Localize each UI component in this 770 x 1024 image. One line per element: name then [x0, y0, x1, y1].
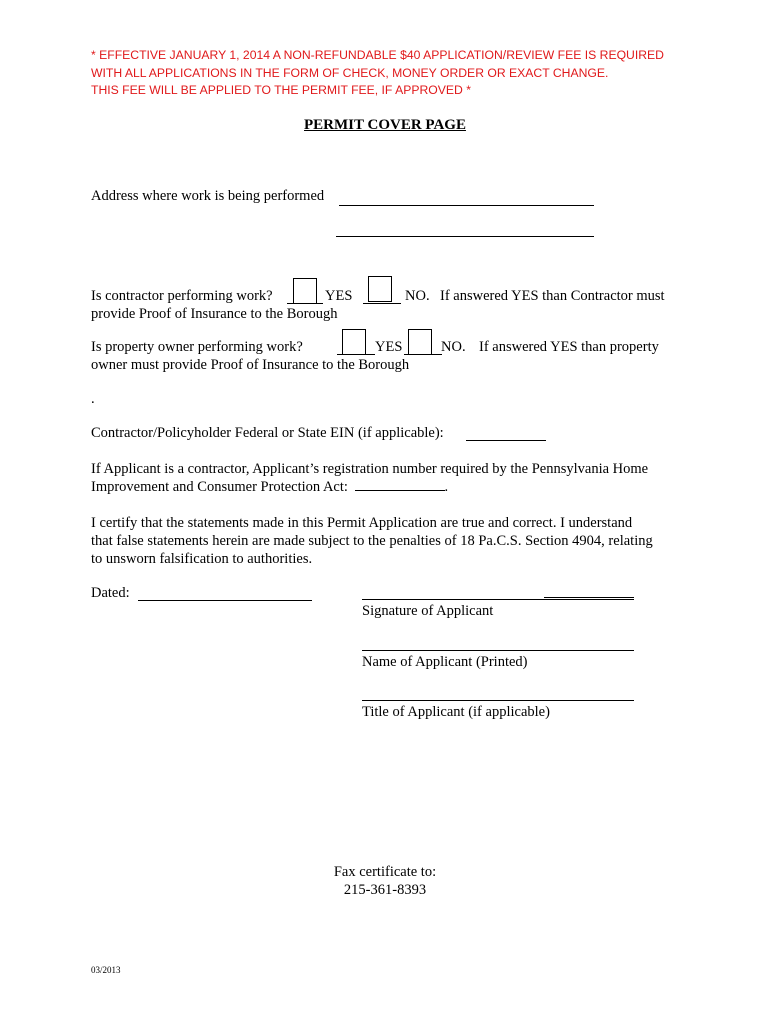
registration-number-field[interactable]: [355, 478, 445, 491]
contractor-no-checkbox[interactable]: [368, 276, 392, 302]
fee-notice-line-3: THIS FEE WILL BE APPLIED TO THE PERMIT FEE, IF APPROVED *: [91, 83, 471, 97]
ein-field-line[interactable]: [466, 440, 546, 441]
dated-label: Dated:: [91, 585, 130, 601]
fee-notice: [91, 47, 691, 100]
contractor-yes-checkbox[interactable]: [293, 278, 317, 304]
registration-line-2-wrap: [91, 478, 648, 496]
certify-paragraph: [91, 514, 653, 568]
signature-line-accent: [544, 597, 634, 598]
owner-no-label: NO.: [441, 339, 466, 355]
owner-question: Is property owner performing work?: [91, 339, 303, 355]
owner-yes-checkbox[interactable]: [342, 329, 366, 355]
fee-notice-line-2: WITH ALL APPLICATIONS IN THE FORM OF CHECK, MONEY ORDER OR EXACT CHANGE.: [91, 65, 609, 80]
fee-notice-line-1: * EFFECTIVE JANUARY 1, 2014 A NON-REFUNDABLE $40 APPLICATION/REVIEW FEE IS REQUIRED: [91, 48, 664, 62]
dated-field-line[interactable]: [138, 600, 312, 601]
fax-label: Fax certificate to:: [333, 864, 437, 880]
contractor-requirement: If answered YES than Contractor must: [440, 288, 665, 304]
signature-field-line[interactable]: [362, 599, 634, 600]
title-field-line[interactable]: [362, 700, 634, 701]
contractor-no-line: [363, 303, 401, 304]
address-label: Address where work is being performed: [91, 188, 325, 204]
registration-paragraph: [91, 460, 648, 496]
registration-line-2: Improvement and Consumer Protection Act:: [91, 479, 348, 495]
fax-number: 215-361-8393: [343, 882, 427, 898]
certify-line-3: to unsworn falsification to authorities.: [91, 551, 313, 567]
certify-line-2: that false statements herein are made subject to the penalties of 18 Pa.C.S. Section 4904, relating: [91, 533, 653, 549]
name-label: Name of Applicant (Printed): [362, 654, 528, 670]
registration-line-1: If Applicant is a contractor, Applicant’s registration number required by the Pennsylvania Home: [91, 461, 649, 477]
owner-requirement-line-2: owner must provide Proof of Insurance to the Borough: [91, 357, 410, 373]
title-label: Title of Applicant (if applicable): [362, 704, 550, 720]
address-field-line-1[interactable]: [339, 205, 594, 206]
certify-line-1: I certify that the statements made in this Permit Application are true and correct. I understand: [91, 515, 633, 531]
signature-label: Signature of Applicant: [362, 603, 494, 619]
owner-yes-label: YES: [375, 339, 403, 355]
contractor-no-label: NO.: [405, 288, 430, 304]
stray-period: .: [91, 391, 95, 407]
address-field-line-2[interactable]: [336, 236, 594, 237]
contractor-question: Is contractor performing work?: [91, 288, 273, 304]
owner-no-checkbox[interactable]: [408, 329, 432, 355]
name-field-line[interactable]: [362, 650, 634, 651]
owner-requirement: If answered YES than property: [479, 339, 659, 355]
ein-label: Contractor/Policyholder Federal or State EIN (if applicable):: [91, 425, 444, 441]
page-title: PERMIT COVER PAGE: [304, 117, 466, 133]
form-date-code: 03/2013: [91, 965, 121, 975]
registration-period: .: [444, 479, 449, 495]
contractor-yes-label: YES: [325, 288, 353, 304]
contractor-requirement-line-2: provide Proof of Insurance to the Borough: [91, 306, 338, 322]
